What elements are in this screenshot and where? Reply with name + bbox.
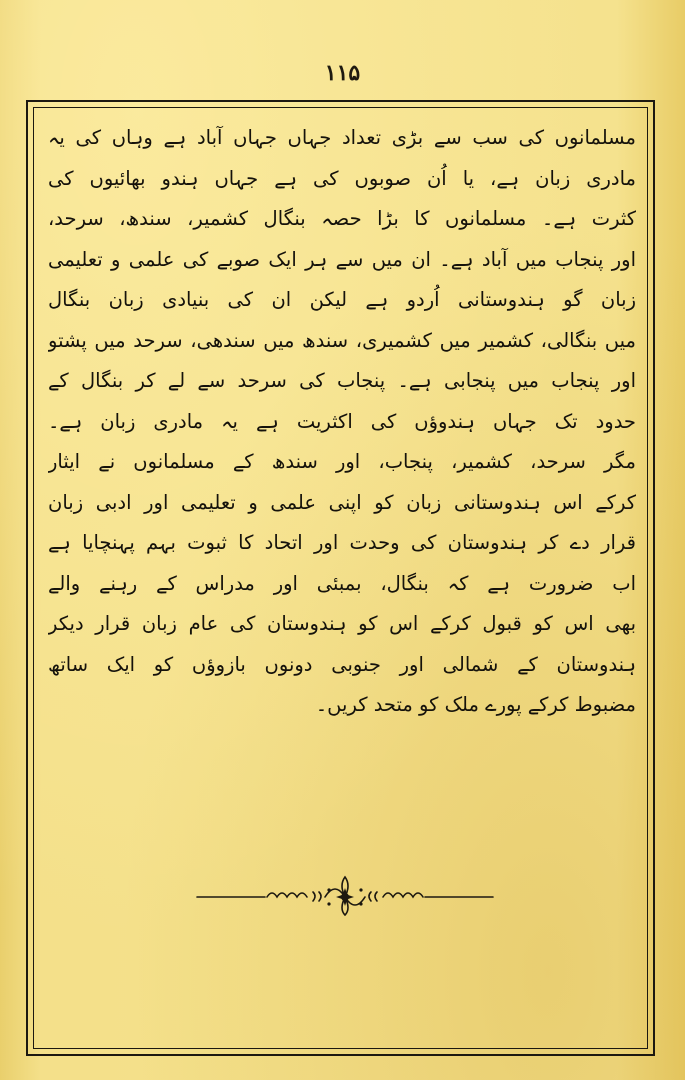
body-text <box>48 118 636 726</box>
text-line: قرار دے کر ہندوستان کی وحدت اور اتحاد کا ثبوت بہم پہنچایا ہے <box>48 531 636 554</box>
page-number: ۱۱۵ <box>324 60 361 86</box>
text-line: مسلمانوں کی سب سے بڑی تعداد جہاں جہاں آباد ہے وہاں کی یہ <box>48 126 636 149</box>
text-line: زبان گو ہندوستانی اُردو ہے لیکن ان کی بنیادی زبان بنگال <box>48 288 636 311</box>
text-line: حدود تک جہاں ہندوؤں کی اکثریت ہے یہ مادری زبان ہے۔ <box>48 409 636 433</box>
floral-ornament-icon <box>195 870 495 920</box>
text-line: ہندوستان کے شمالی اور جنوبی دونوں بازوؤں کو ایک ساتھ <box>48 652 636 676</box>
text-line: مگر سرحد، کشمیر، پنجاب، اور سندھ کے مسلمانوں نے ایثار <box>48 450 636 473</box>
text-line: کثرت ہے۔ مسلمانوں کا بڑا حصہ بنگال کشمیر، سندھ، سرحد، <box>48 207 636 230</box>
text-line: اور پنجاب میں پنجابی ہے۔ پنجاب کی سرحد سے لے کر بنگال کے <box>48 369 636 392</box>
text-line: کرکے اس ہندوستانی زبان کو اپنی علمی و تعلیمی اور ادبی زبان <box>48 490 636 514</box>
text-line: اب ضرورت ہے کہ بنگال، بمبئی اور مدراس کے رہنے والے <box>48 571 636 595</box>
text-line: اور پنجاب میں آباد ہے۔ ان میں سے ہر ایک صوبے کی علمی و تعلیمی <box>48 247 636 271</box>
text-line: میں بنگالی، کشمیر میں کشمیری، سندھ میں سندھی، سرحد میں پشتو <box>48 328 636 352</box>
text-line: مضبوط کرکے پورے ملک کو متحد کریں۔ <box>315 693 636 716</box>
text-line: مادری زبان ہے، یا اُن صوبوں کی ہے جہاں ہندو بھائیوں کی <box>48 166 636 190</box>
text-line: بھی اس کو قبول کرکے اس کو ہندوستان کی عام زبان قرار دیکر <box>48 612 636 635</box>
